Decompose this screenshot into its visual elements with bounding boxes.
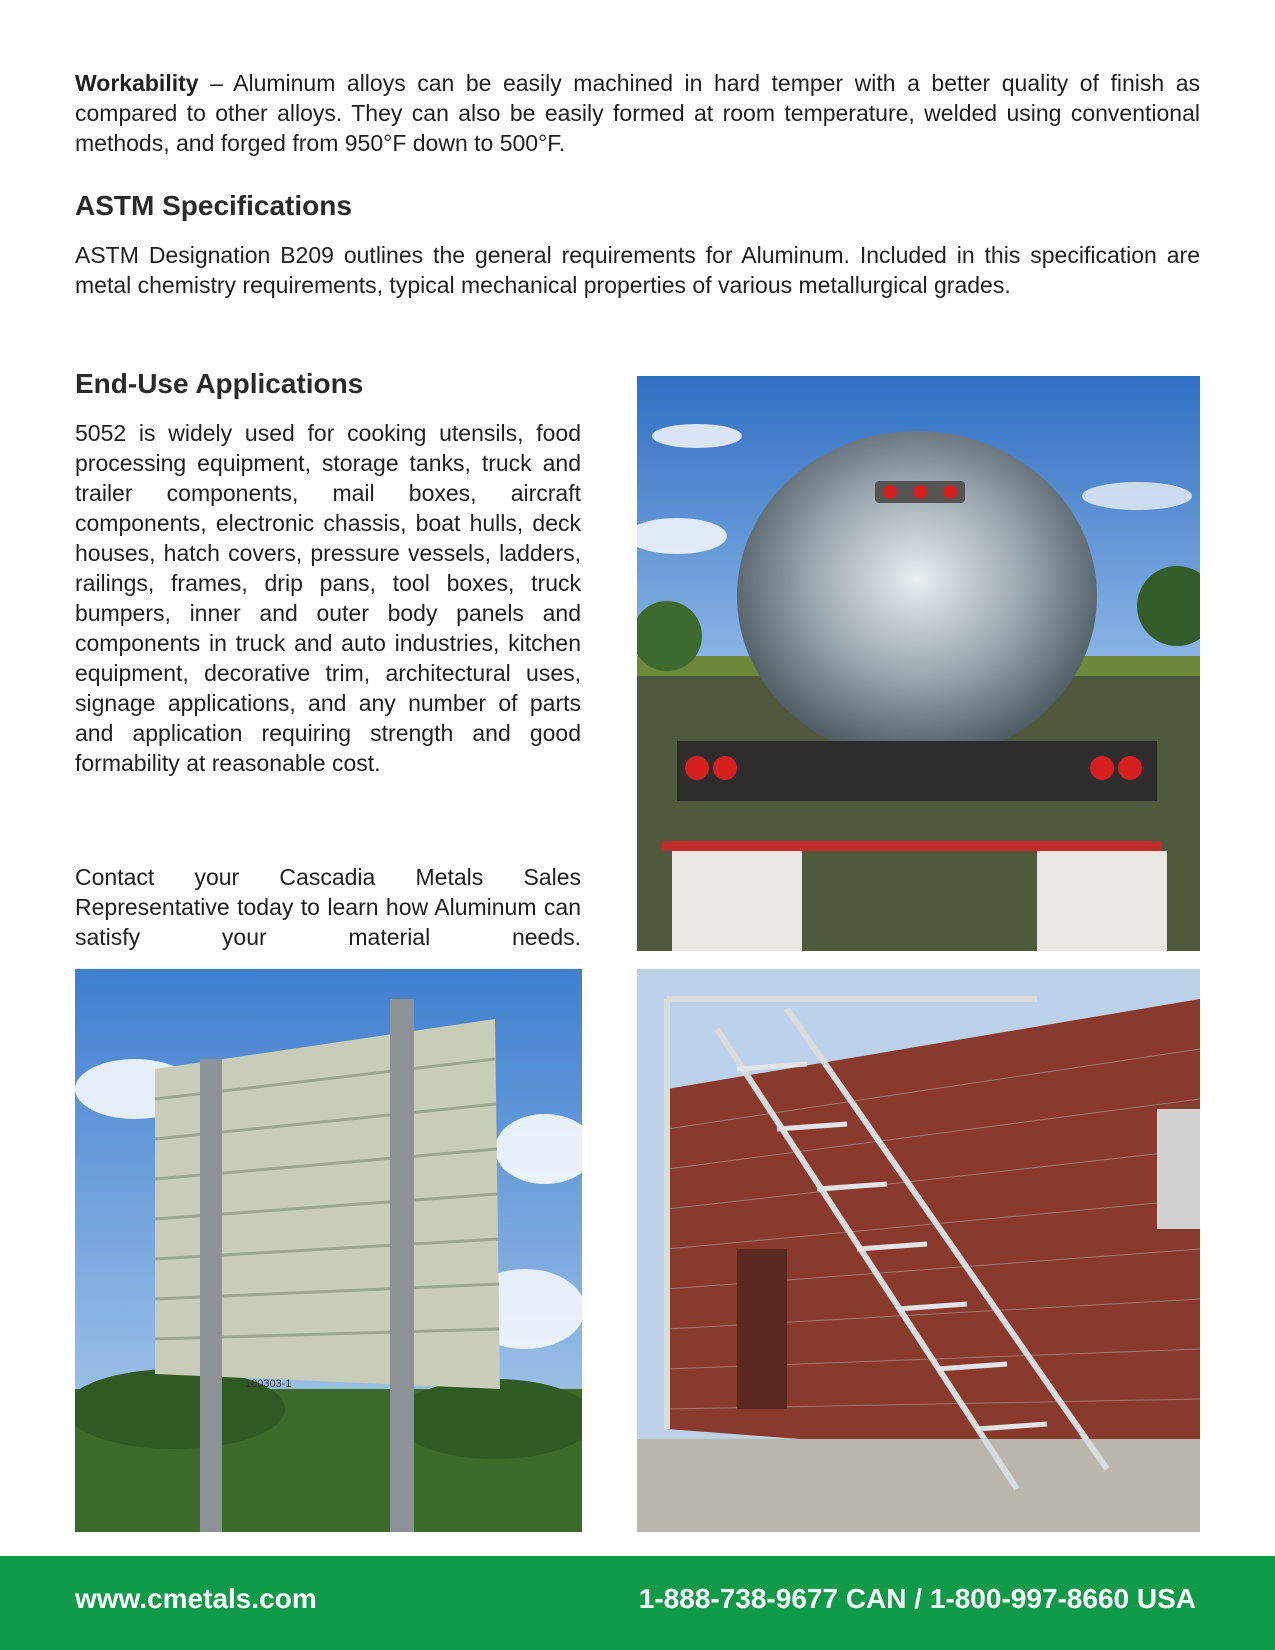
workability-label: Workability [75, 70, 199, 96]
end-use-paragraph: 5052 is widely used for cooking utensils, food processing equipment, storage tanks, truck and trailer components, mail boxes, aircraft components, electronic chassis, boat hulls, deck houses, hatch covers, pressure vessels, ladders, railings, frames, drip pans, tool boxes, truck bumpers, inner and outer body panels and components in truck and auto industries, kitchen equipment, decorative trim, architectural uses, signage applications, and any number of parts and application requiring strength and good formability at reasonable cost. [75, 420, 581, 776]
phone-numbers: 1-888-738-9677 CAN / 1-800-997-8660 USA [638, 1583, 1196, 1614]
tanker-truck-photo [637, 376, 1200, 951]
aluminum-stairs-photo [637, 969, 1200, 1532]
website-link[interactable]: www.cmetals.com [75, 1583, 317, 1614]
sign-structure-photo [75, 969, 582, 1532]
contact-paragraph: Contact your Cascadia Metals Sales Representative today to learn how Aluminum can satisfy your material needs. [75, 864, 581, 950]
astm-paragraph: ASTM Designation B209 outlines the general requirements for Aluminum. Included in this specification are metal chemistry requirements, typical mechanical properties of various metallurgical grades. [75, 242, 1200, 298]
end-use-heading: End-Use Applications [75, 368, 364, 399]
footer-bar [0, 1556, 1275, 1650]
astm-heading: ASTM Specifications [75, 190, 352, 221]
sign-label: 100303-1 [245, 1378, 292, 1390]
workability-paragraph [75, 68, 1200, 158]
workability-text: – Aluminum alloys can be easily machined in hard temper with a better quality of finish as compared to other alloys. They can also be easily formed at room temperature, welded using conventional methods, and forged from 950°F down to 500°F. [75, 70, 1200, 156]
